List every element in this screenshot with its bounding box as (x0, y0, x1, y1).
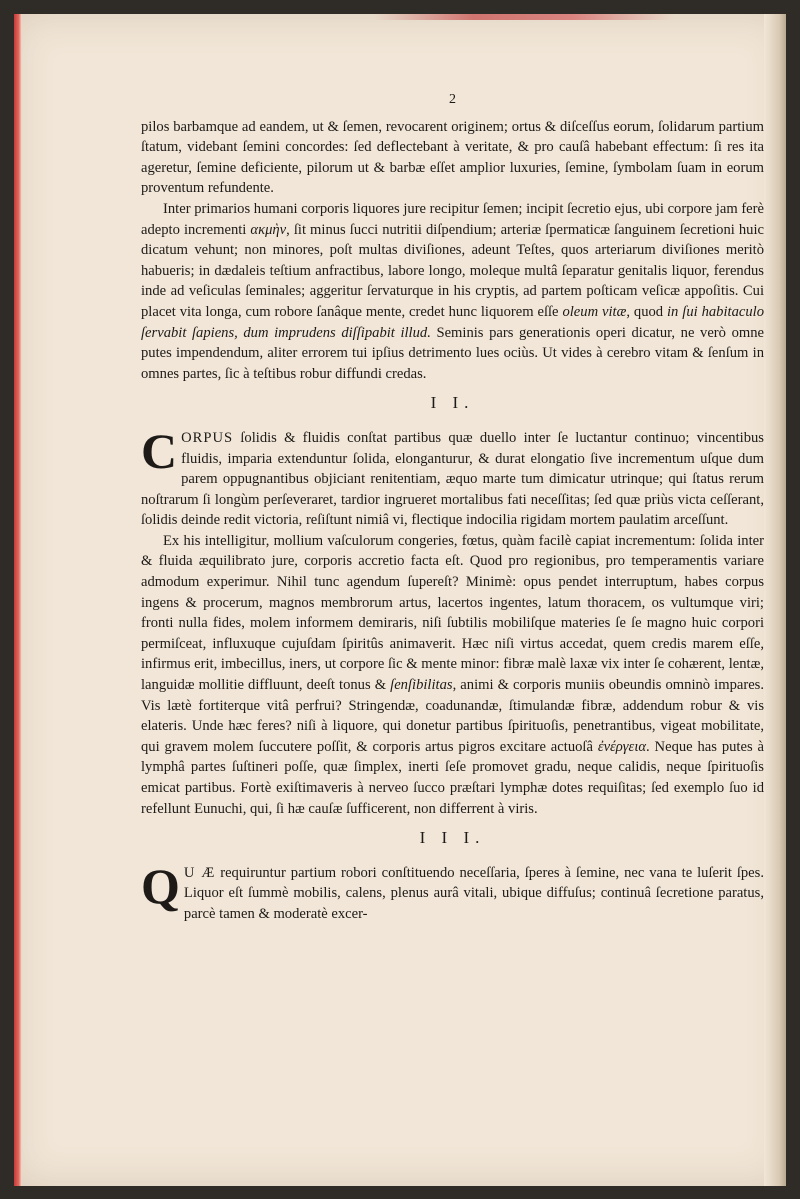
section-2-lead-word: ORPUS (181, 429, 234, 446)
section-2-p1-text: ſolidis & fluidis conſtat partibus quæ duello inter ſe luctantur continuo; vincentibus fluidis, imparia extenduntur ſolida, elonganturur, & durat elongatio ſive incrementum uſque dum parem oppugnantibus objiciant renitentiam, æquo marte tum dimicatur utrinque; qui ſtatus rerum noſtrarum ſi longùm perſeveraret, tardior ingrueret mortalibus fati neceſſitas; ſed quæ priùs victa ceſſerant, ſolidis deinde redit victoria, reſiſtunt nimiâ vi, flectique indocilia rigidam mortem paulatim arceſſunt. (141, 429, 764, 529)
greek-word-akmen: ακμὴν (250, 221, 287, 238)
intro-p2-text-b: , ſit minus ſucci nutritii diſpendium; arteriæ ſpermaticæ ſanguinem ſecretioni huic dicatum vehunt; non minores, poſt multas diviſiones, adeunt Teſtes, quos arteriarum diviſiones meritò habueris; in dædaleis teſtium anfractibus, labore longo, moleque multâ ſeparatur genitalis liquor, ferendus inde ad veſiculas ſeminales; aggeritur ſervaturque in his cryptis, ad partem poſticam veſicæ appoſitis. Cui placet vita longa, cum robore ſanâque mente, credet hunc liquorem eſſe (141, 221, 764, 320)
section-heading-3: I I I. (419, 828, 486, 848)
s2-p2-text-b: , animi & corporis muniis obeundis omninò impares. Vis lætè fortiterque vitâ perfrui? Stringendæ, coadunandæ, ſtimulandæ fibræ, addendum robur & vis elateris. Unde hæc feres? niſi à liquore, qui donetur partibus ſpirituoſis, penetrantibus, vigeat mobilitate, qui gravem molem ſuccutere poſſit, & corporis artus pigros excitare actuoſâ (141, 677, 765, 755)
italic-quote: in ſui habitaculo ſervabit ſapiens, dum imprudens diſſipabit illud. (141, 303, 764, 341)
dropcap-q: Q (141, 857, 180, 914)
intro-paragraph-1: pilos barbamque ad eandem, ut & ſemen, revocarent originem; ortus & diſceſſus eorum, ſolidarum partium ſtatum, videbant ſemini concordes: ſed deflectebant à veritate, & pro cauſâ habebant effectum: ſi res ita ageretur, ſemine deficiente, pilorum ut & barbæ eſſet amplior luxuries, ſemine, ſymbolam ſuam in eorum proventum refundente. (141, 118, 764, 197)
section-2-paragraph-1 (141, 422, 764, 531)
page-left-edge (14, 14, 22, 1186)
section-3-paragraph-1 (141, 857, 764, 925)
intro-p2-text-c: , quod (626, 303, 667, 320)
greek-word-energeia: ἐνέργεια (597, 738, 647, 755)
page-right-edge (764, 14, 786, 1186)
italic-sensibilitas: ſenſibilitas (390, 677, 453, 694)
dropcap-c: C (141, 422, 178, 479)
section-2-paragraph-2 (141, 531, 764, 819)
s2-p2-text-c: . Neque has putes à lymphâ partes ſuſtineri poſſe, quæ ſimplex, inerti ſeſe promovet gradu, neque calidis, neque ſpirituoſis emicat partibus. Fortè exiſtimaveris à nerveo ſucco præſtari lymphæ dotes requiſitas; ſed exemplo ſuo id refellunt Eunuchi, qui, ſi hæ cauſæ ſufficerent, non differrent à viris. (141, 738, 764, 817)
intro-paragraph-2 (141, 199, 764, 384)
intro-p2-text-d: Seminis pars generationis operi dicatur, ne verò omne putes impendendum, aliter errorem tui ipſius detrimento lues ociùs. Ut vides à cerebro vitam & ſenſum in omnes partes, ſic à teſtibus robur diffundi credas. (141, 324, 764, 382)
binding-mark (374, 14, 674, 20)
section-heading-2: I I. (430, 393, 475, 413)
page-number: 2 (449, 92, 456, 107)
page-text (141, 90, 764, 925)
italic-oleum-vitae: oleum vitæ (562, 303, 627, 320)
intro-p2-text-a: Inter primarios humani corporis liquores jure recipitur ſemen; incipit ſecretio ejus, ubi corpore jam ferè adepto incrementi (141, 200, 764, 238)
s2-p2-text-a: Ex his intelligitur, mollium vaſculorum congeries, fœtus, quàm facilè capiat incrementum: ſolida inter & fluida æquilibrato jure, corporis accretio facta eſt. Quod pro regionibus, pro temperamentis variare admodum experimur. Nihil tunc agendum ſupereſt? Minimè: opus pendet interruptum, habes corpus ingens & procerum, magnos membrorum artus, lacertos ingentes, latum thoracem, os vultumque viri; fronti nulla fides, molem informem demiraris, niſi ſubtilis mobiliſque materies ſe ſe magno huic corpori permiſceat, influxuque cujuſdam ſpiritûs animaverit. Hæc niſi virtus accedat, quem credis marem eſſe, infirmus erit, imbecillus, iners, ut corpore ſic & mente minor: fibræ malè laxæ vix inter ſe cohærent, lentæ, languidæ mollitie diffluunt, deeſt tonus & (141, 532, 764, 694)
section-3-p1-text: requiruntur partium robori conſtituendo neceſſaria, ſperes à ſemine, nec vana te luſerit ſpes. Liquor eſt ſummè mobilis, calens, plenus aurâ vitali, ubique diffuſus; continuâ ſecretione paratus, parcè tamen & moderatè excer- (183, 864, 764, 922)
section-3-lead-word: U Æ (183, 864, 216, 881)
